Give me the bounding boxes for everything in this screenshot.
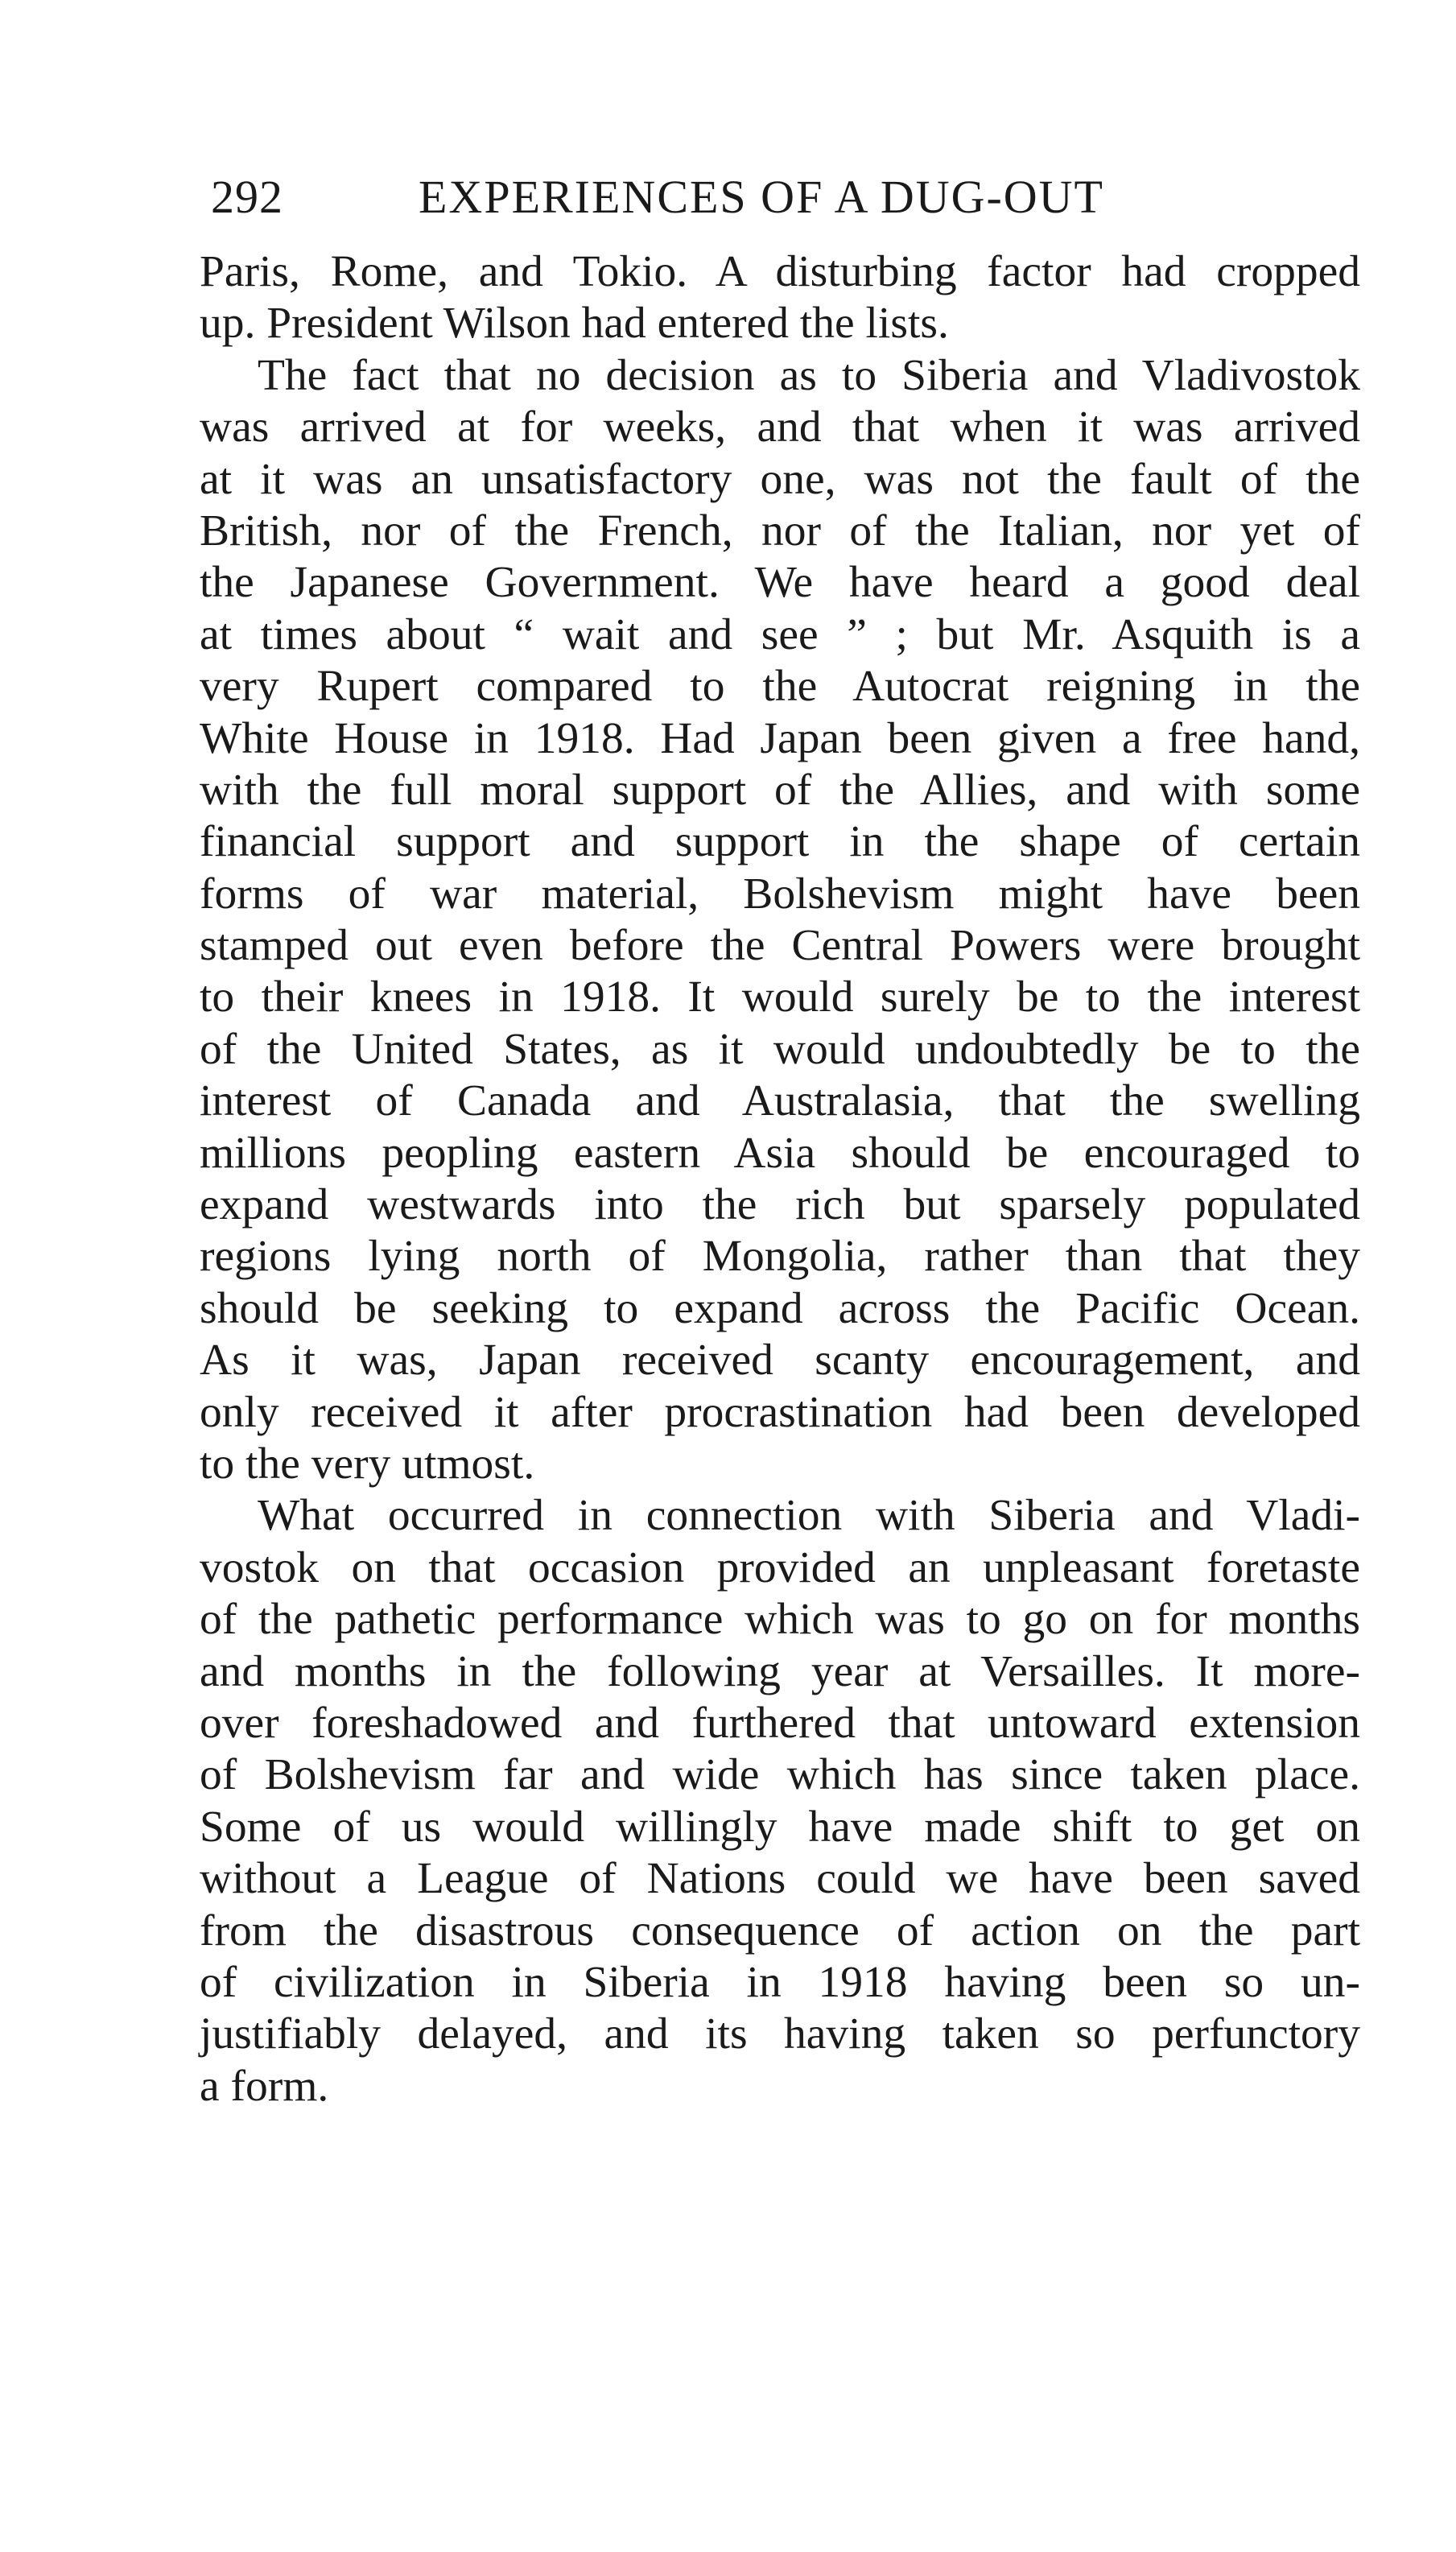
text-line: expand westwards into the rich but sparsely populated — [200, 1180, 1360, 1230]
text-line: As it was, Japan received scanty encouragement, and — [200, 1336, 1360, 1385]
text-line: justifiably delayed, and its having taken so perfunctory — [200, 2009, 1360, 2059]
text-line: regions lying north of Mongolia, rather than that they — [200, 1232, 1360, 1282]
text-line: with the full moral support of the Allies, and with some — [200, 765, 1360, 815]
text-line: the Japanese Government. We have heard a good deal — [200, 558, 1360, 608]
text-line: The fact that no decision as to Siberia and Vladivostok — [258, 350, 1360, 400]
text-line: What occurred in connection with Siberia and Vladi- — [258, 1491, 1360, 1541]
text-line: of the United States, as it would undoubtedly be to the — [200, 1024, 1360, 1074]
text-line: vostok on that occasion provided an unpleasant foretaste — [200, 1542, 1360, 1592]
text-line: financial support and support in the shape of certain — [200, 817, 1360, 867]
text-line: of the pathetic performance which was to go on for months — [200, 1595, 1360, 1645]
text-line: up. President Wilson had entered the lists. — [200, 299, 949, 349]
text-line: of Bolshevism far and wide which has since taken place. — [200, 1750, 1360, 1800]
text-line: stamped out even before the Central Powers were brought — [200, 921, 1360, 971]
text-line: forms of war material, Bolshevism might have been — [200, 869, 1360, 919]
page-number: 292 — [211, 171, 283, 223]
text-line: to their knees in 1918. It would surely be to the interest — [200, 972, 1360, 1022]
text-line: was arrived at for weeks, and that when it was arrived — [200, 403, 1360, 452]
running-head — [211, 165, 1370, 229]
text-line: a form. — [200, 2061, 329, 2111]
text-line: only received it after procrastination had been developed — [200, 1387, 1360, 1437]
text-line: British, nor of the French, nor of the Italian, nor yet of — [200, 506, 1360, 555]
text-line: over foreshadowed and furthered that untoward extension — [200, 1698, 1360, 1748]
text-line: very Rupert compared to the Autocrat reigning in the — [200, 662, 1360, 712]
text-line: Paris, Rome, and Tokio. A disturbing factor had cropped — [200, 247, 1360, 296]
text-line: millions peopling eastern Asia should be encouraged to — [200, 1128, 1360, 1178]
text-line: at times about “ wait and see ” ; but Mr. Asquith is a — [200, 609, 1360, 659]
text-line: Some of us would willingly have made shift to get on — [200, 1802, 1360, 1852]
text-line: to the very utmost. — [200, 1439, 535, 1489]
text-line: of civilization in Siberia in 1918 having been so un- — [200, 1957, 1360, 2007]
paragraph-1 — [200, 246, 1360, 350]
paragraph-3 — [200, 1490, 1360, 2112]
text-line: and months in the following year at Versailles. It more- — [200, 1646, 1360, 1696]
text-line: at it was an unsatisfactory one, was not the fault of the — [200, 454, 1360, 504]
text-line: from the disastrous consequence of action on the part — [200, 1906, 1360, 1955]
text-line: interest of Canada and Australasia, that the swelling — [200, 1076, 1360, 1126]
text-line: White House in 1918. Had Japan been given a free hand, — [200, 713, 1360, 763]
text-line: without a League of Nations could we have been saved — [200, 1854, 1360, 1904]
body-text — [200, 246, 1360, 2112]
paragraph-2 — [200, 350, 1360, 1491]
text-line: should be seeking to expand across the Pacific Ocean. — [200, 1283, 1360, 1333]
running-title: EXPERIENCES OF A DUG-OUT — [419, 171, 1104, 223]
